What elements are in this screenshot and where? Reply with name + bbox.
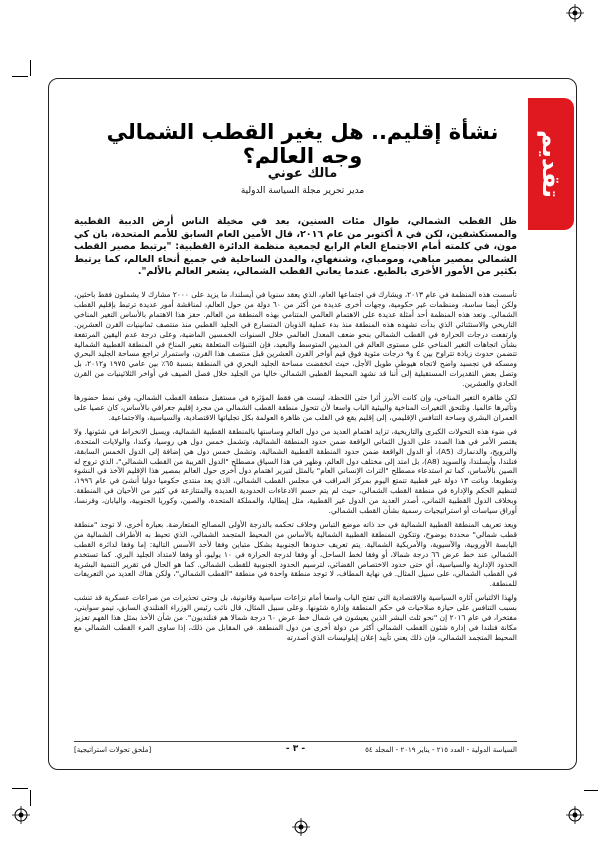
body-paragraph: في ضوء هذه التحولات الكبرى والتاريخية، تزايد اهتمام العديد من دول العالم وساستها بالمنطقة القطبية الشمالية، ويسيل الانخراط في شئونها. ولا يقتصر الأمر في هذا الصدد على الدول الثماني الواقعة ضمن حدود المنطقة الشمالية، وتشمل خمس دول هي روسيا، وكندا، والولايات المتحدة، والنرويج، والدنمارك (A5)، أو الدول الواقعة ضمن حدود المنطقة القطبية الشمالية، وتشمل خمس دول هي إضافة إلى الدول الخمس السابقة، فنلندا، وأيسلندا، والسويد (A8)، بل امتد إلى مختلف دول العالم، وظهر في هذا السياق مصطلح "الدول القريبة من القطب الشمالي"، الذي تروج له الصين بالأساس، كما تم استدعاء مصطلح "التراث الإنساني العام" بالمثل لتبرير اهتمام دول أخرى حول العالم بمصير هذا الإقليم الآخذ في النشوء وتطويعا. وباتت ١٣ دولة غير قطبية تتمتع اليوم بمركز المراقب في مجلس القطب الشمالي، الذي يعد منتدى حكوميا دوليا أنشئ في عام ١٩٩٦، لتنظيم الحكم والإدارة في منطقة القطب الشمالي، حيث لم يتم حسم الادعاءات الحدودية العديدة والمتنازعة في كثير من الأحيان في المنطقة. وبخلاف الدول القطبية الثماني، أصدر العديد من الدول غير القطبية، مثل إيطاليا، والمملكة المتحدة، والصين، وكوريا الجنوبية، واليابان، وفرنسا، أوراق سياسات أو استراتيجيات رسمية بشأن القطب الشمالي.: [74, 426, 517, 516]
crop-line: [584, 790, 598, 791]
footer-supplement: [ملحق تحولات استراتيجية]: [74, 746, 152, 754]
footer-journal-info: السياسة الدولية - العدد ٢١٥ - يناير ٢٠١٩ - المجلد ٥٤: [365, 746, 517, 754]
crop-line: [30, 60, 31, 76]
body-paragraph: ولهذا الالتباس آثاره السياسية والاقتصادية التي تفتح الباب واسعا أمام نزاعات سياسية وقانونية، بل وحتى تحذيرات من صراعات عسكرية قد تنشب بسبب التنافس على حيازة صلاحيات في حكم المنطقة وإدارة شئونها. وعلى سبيل المثال، قال نائب رئيس الوزراء الفنلندي السابق، تيمو سوايني، مفتخرا، في عام ٢٠١٦ إن "نحو ثلث البشر الذين يعيشون في شمال خط عرض ٦٠ درجة شمالا هم فنلنديون". من شأن الأخذ بمثل هذا الفهم تعزيز مكانة فنلندا في إدارة شئون القطب الشمالي أكثر من دولة أخرى من دول المنطقة. في المقابل من ذلك، إذا ساوى المرء القطب الشمالي مع المحيط المتجمد الشمالي، فإن ذلك يعني تأييد إعلان إيلوليسات الذي أصدرته: [74, 593, 517, 642]
registration-mark-top-right-icon: [566, 4, 584, 22]
body-paragraph: تأسست هذه المنظمة في عام ٢٠١٣، ويشارك في اجتماعها العام، الذي يعقد سنويا في أيسلندا، ما يزيد على ٢٠٠٠ مشارك لا يشملون فقط باحثين، ولكن أيضا ساسة، ومنظمات غير حكومية، وجهات أخرى عديدة من أكثر من ٦٠ دولة من حول العالم، لمناقشة أمور عديدة ترتبط بإقليم القطب الشمالي. وتعد هذه المنظمة أحد أمثلة عديدة على الاهتمام العالمي المتنامي بهذه المنطقة من العالم. حفز هذا الاهتمام بالأساس التغير المناخي التاريخي والاستثنائي الذي بدأت تشهده هذه المنطقة منذ بدء عملية الذوبان المتسارع في الجليد القطبي منذ منتصف ثمانينيات القرن العشرين. وارتفعت درجات الحرارة في القطب الشمالي بنحو ضعف المعدل العالمي خلال السنوات الخمسين الماضية، وعلى درجة عدم اليقين المرتفعة بشأن اتجاهات التغير المناخي على مستوى العالم في المديين المتوسط والبعيد، فإن التنبؤات المتعلقة بتغير المناخ في المنطقة القطبية الشمالية تتضمن حدوث زيادة تتراوح بين ٤ و٩ درجات مئوية فوق قيم أواخر القرن العشرين قبل منتصف هذا القرن، واستمرار تراجع مساحة الجليد البحري ومسكه في تجسيد واضح لاتجاه هيوطي طويل الأجل، حيث انخفضت مساحة الجليد البحري في المنطقة بنسبة ٦٥٪ بين عامي ١٩٧٥ و٢٠١٢، بل وتصل بعض التقديرات المستقبلية إلى أننا قد نشهد المحيط القطبي الشمالي خاليا من الجليد خلال فصل الصيف في أواخر الثلاثينيات من القرن الحادي والعشرين.: [74, 290, 517, 389]
lead-paragraph: ظل القطب الشمالي، طوال مئات السنين، بعد في مخيلة الناس أرض الدببة القطبية والمستكشفين، لكن في ٨ أكتوبر من عام ٢٠١٦، قال الأمين العام السابق للأمم المتحدة، بان كي مون، في كلمته أمام الاجتماع العام الرابع لجمعية منظمة الدائرة القطبية: "يرتبط مصير القطب الشمالي بمصير مباهي، ومومباي، وشنغهاي، والمدن الساحلية في جميع أنحاء العالم، كما يرتبط بكثير من الأمور الأخرى بالطبع. عندما يعاني القطب الشمالي، يشعر العالم بالألم".: [74, 216, 517, 278]
registration-mark-bottom-right-icon: [566, 806, 584, 824]
crop-line: [12, 788, 28, 789]
crop-line: [12, 76, 28, 77]
article-body: [74, 290, 517, 728]
crop-line: [30, 790, 31, 806]
section-tab: [528, 98, 574, 230]
body-paragraph: لكن ظاهرة التغير المناخي، وإن كانت الأبرز أثرا حتى اللحظة، ليست هي فقط المؤثرة في مستقبل منطقة القطب الشمالي، وفي نمط حضورها وتأثيرها عالميا. وتلتحق التغيرات المناخية والبيئية الباب واسعا لأن تتحول منطقة القطب الشمالي من مجرد إقليم جغرافي بالأساس، كان عصيا على العمران البشري وساحة التنافس الإقليمي، إلى إقليم يقع في القلب من ظاهرة العولمة بكل تجلياتها الاقتصادية، والسياسية، والاجتماعية.: [74, 393, 517, 422]
article-title: نشأة إقليم.. هل يغير القطب الشمالي وجه العالم؟: [106, 120, 499, 168]
registration-mark-bottom-center-icon: [292, 818, 310, 836]
section-tab-label: تقديم: [537, 130, 565, 198]
body-paragraph: ويعد تعريف المنطقة القطبية الشمالية في حد ذاته موضع التباس وخلاف تحكمه بالدرجة الأولى المصالح المتعارضة. بعبارة أخرى، لا توجد "منطقة قطب شمالي" محددة بوضوح، وتتكون المنطقة القطبية الشمالية بالأساس من المحيط المتجمد الشمالي، الذي تحيط به الأطراف الشمالية من اليابسة الأوروبية، والآسيوية، والأمريكية الشمالية. يتم تعريف حدودها الجنوبية بشكل متباين وفقا لأحد الأسس التالية: إما وفقا لدائرة القطب الشمالي عند خط عرض ٦٦ درجة شمالا، أو وفقا لخط الساحل، أو وفقا لدرجة الحرارة في ١٠ يوليو، أو وفقا لامتداد الجليد البري. كما تستخدم الحدود الإدارية والسياسية، أي حتى حدود الاختصاص القضائي، لترسيم الحدود الجنوبية للقطب الشمالي. كما هو الحال في تقرير التنمية البشرية في القطب الشمالي، على سبيل المثال. في نهاية المطاف، لا توجد منطقة واحدة في منطقة "القطب الشمالي"، ولكن هناك العديد من التعريفات للمنطقة.: [74, 519, 517, 589]
page-number: - ٣ -: [285, 744, 306, 754]
registration-mark-bottom-left-icon: [12, 806, 30, 824]
footer-divider: [74, 741, 517, 742]
author-name: مالك عوني: [267, 166, 338, 181]
author-role: مدير تحرير مجلة السياسة الدولية: [240, 186, 365, 196]
page-footer: [74, 746, 517, 758]
